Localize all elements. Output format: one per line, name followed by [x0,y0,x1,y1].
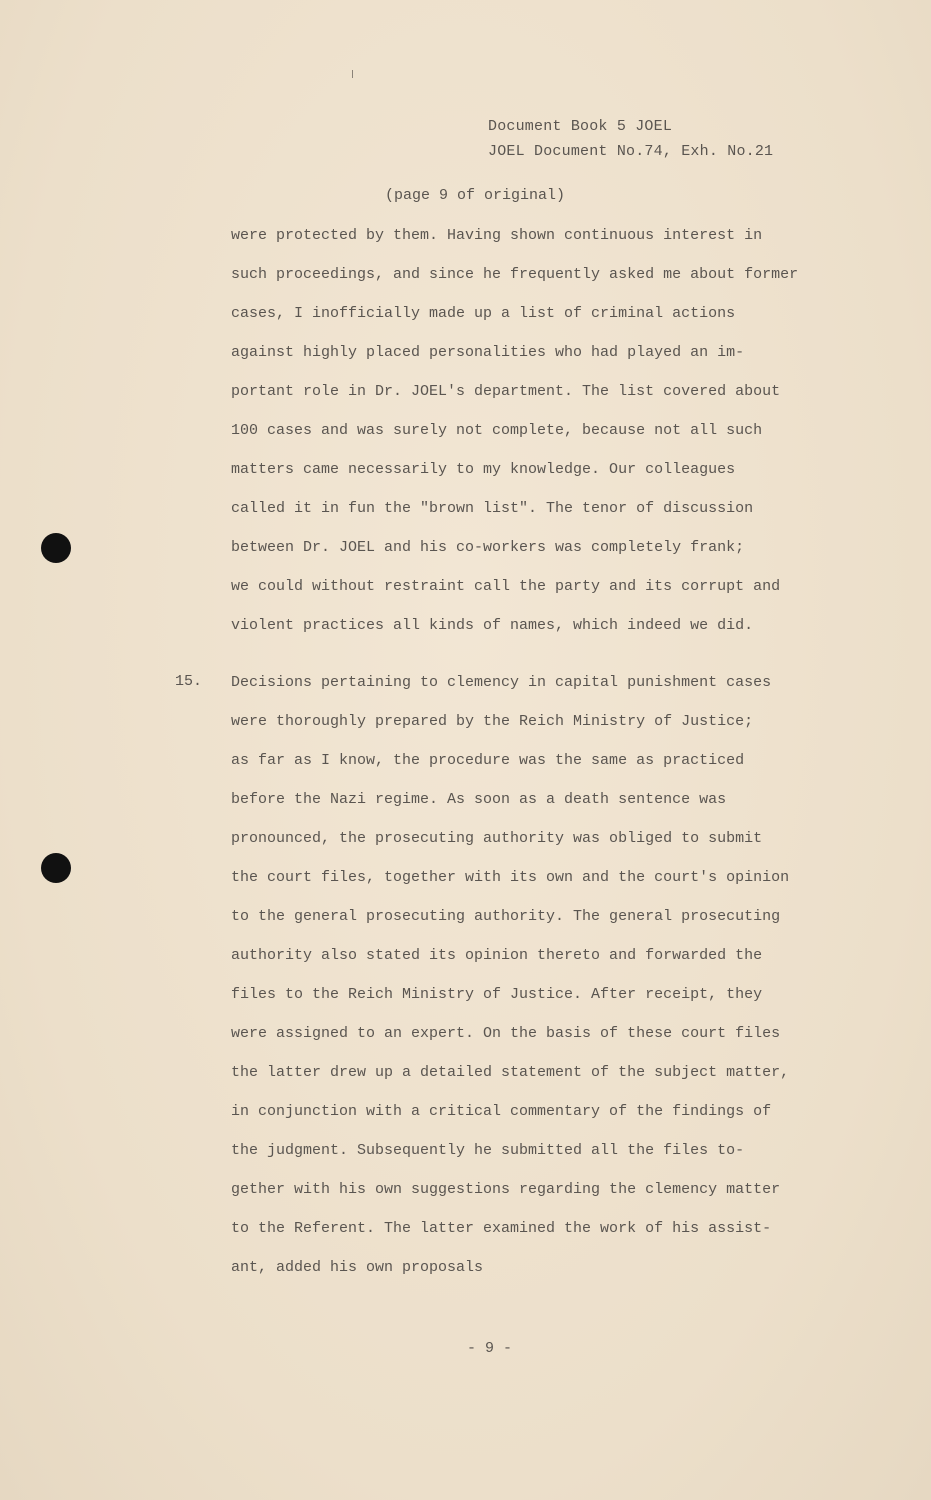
original-page-reference: (page 9 of original) [385,187,566,204]
text-line: portant role in Dr. JOEL's department. The list covered about [231,383,781,400]
text-line: 100 cases and was surely not complete, because not all such [231,422,763,439]
text-line: called it in fun the "brown list". The tenor of discussion [231,500,754,517]
document-header [488,114,773,164]
paragraph-number: 15. [175,673,203,690]
text-line: before the Nazi regime. As soon as a death sentence was [231,791,727,808]
header-book-reference: Document Book 5 JOEL [488,118,673,135]
text-line: such proceedings, and since he frequently asked me about former [231,266,799,283]
text-line: gether with his own suggestions regarding the clemency matter [231,1181,781,1198]
text-line: against highly placed personalities who had played an im- [231,344,745,361]
paragraph-15 [231,663,851,1287]
text-line: authority also stated its opinion thereto and forwarded the [231,947,763,964]
text-line: Decisions pertaining to clemency in capital punishment cases [231,674,772,691]
text-line: the judgment. Subsequently he submitted all the files to- [231,1142,745,1159]
text-line: were thoroughly prepared by the Reich Ministry of Justice; [231,713,754,730]
text-line: in conjunction with a critical commentary of the findings of [231,1103,772,1120]
text-line: matters came necessarily to my knowledge. Our colleagues [231,461,736,478]
punch-hole-top [41,533,71,563]
page-number: - 9 - [467,1340,513,1357]
text-line: to the Referent. The latter examined the work of his assist- [231,1220,772,1237]
text-line: the court files, together with its own and the court's opinion [231,869,790,886]
paragraph-continuation [231,216,851,645]
text-line: were assigned to an expert. On the basis of these court files [231,1025,781,1042]
text-line: pronounced, the prosecuting authority was obliged to submit [231,830,763,847]
text-line: were protected by them. Having shown continuous interest in [231,227,763,244]
text-line: files to the Reich Ministry of Justice. After receipt, they [231,986,763,1003]
text-line: to the general prosecuting authority. The general prosecuting [231,908,781,925]
text-line: between Dr. JOEL and his co-workers was completely frank; [231,539,745,556]
text-line: violent practices all kinds of names, which indeed we did. [231,617,754,634]
text-line: we could without restraint call the party and its corrupt and [231,578,781,595]
header-document-number: JOEL Document No.74, Exh. No.21 [488,143,774,160]
punch-hole-bottom [41,853,71,883]
text-line: cases, I inofficially made up a list of criminal actions [231,305,736,322]
text-line: the latter drew up a detailed statement of the subject matter, [231,1064,790,1081]
text-line: ant, added his own proposals [231,1259,484,1276]
paper-speck [352,70,353,78]
text-line: as far as I know, the procedure was the same as practiced [231,752,745,769]
